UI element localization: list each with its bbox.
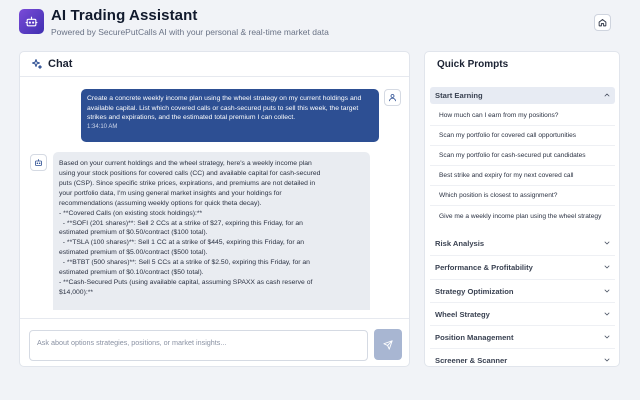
section-label: Position Management xyxy=(435,333,514,343)
quick-prompts-panel xyxy=(424,51,620,367)
assistant-message-line: estimated premium of $0.10/contract ($50 total). xyxy=(59,269,204,277)
assistant-message-line: - **Covered Calls (on existing stock holdings):** xyxy=(59,209,203,217)
quick-prompts-title: Quick Prompts xyxy=(437,59,509,70)
section-collapsed[interactable] xyxy=(430,325,615,348)
user-message-time: 1:34:10 AM xyxy=(87,123,118,130)
section-collapsed[interactable] xyxy=(430,348,615,367)
section-label: Start Earning xyxy=(435,91,483,100)
collapsed-sections xyxy=(430,232,615,367)
chevron-down-icon xyxy=(603,287,611,295)
section-label: Screener & Scanner xyxy=(435,356,508,366)
chevron-down-icon xyxy=(603,239,611,247)
quick-prompt-item[interactable]: Which position is closest to assignment? xyxy=(430,186,615,206)
section-collapsed[interactable] xyxy=(430,255,615,278)
section-collapsed[interactable] xyxy=(430,302,615,325)
assistant-message xyxy=(53,152,370,310)
assistant-message-line: estimated premium of $5.00/contract ($500 total). xyxy=(59,249,208,257)
chevron-down-icon xyxy=(603,263,611,271)
section-label: Wheel Strategy xyxy=(435,309,490,319)
user-icon xyxy=(388,93,397,102)
chevron-up-icon xyxy=(603,91,611,99)
home-button[interactable] xyxy=(594,14,611,31)
section-header[interactable] xyxy=(430,326,615,349)
chevron-down-icon xyxy=(603,333,611,341)
sparkles-icon xyxy=(31,58,43,70)
quick-prompt-item[interactable]: Scan my portfolio for cash-secured put candidates xyxy=(430,146,615,166)
assistant-message-line: - **BTBT (500 shares)**: Sell 5 CCs at a strike of $2.50, expiring this Friday, for an xyxy=(59,259,310,267)
assistant-message-line: using your stock positions for covered calls (CC) and available capital for cash-secured xyxy=(59,169,321,177)
robot-icon xyxy=(34,158,43,167)
quick-prompts-list[interactable] xyxy=(430,87,615,367)
chat-input[interactable] xyxy=(29,330,368,361)
chat-input-area xyxy=(20,318,409,367)
section-label: Performance & Profitability xyxy=(435,263,533,273)
chat-header xyxy=(20,52,409,77)
robot-icon xyxy=(25,15,38,28)
home-icon xyxy=(598,18,607,27)
app-subtitle: Powered by SecurePutCalls AI with your personal & real-time market data xyxy=(51,27,329,37)
assistant-message-line: - **SOFI (201 shares)**: Sell 2 CCs at a strike of $27, expiring this Friday, for an xyxy=(59,219,303,227)
chevron-down-icon xyxy=(603,310,611,318)
section-label: Strategy Optimization xyxy=(435,286,514,296)
section-start-earning[interactable] xyxy=(430,87,615,104)
assistant-message-line: puts (CSP). Since specific strike prices, expirations, and premiums are not detailed in xyxy=(59,179,316,187)
section-collapsed[interactable] xyxy=(430,232,615,255)
app-logo xyxy=(19,9,44,34)
section-header[interactable] xyxy=(430,303,615,326)
section-header[interactable] xyxy=(430,280,615,303)
user-avatar xyxy=(384,89,401,106)
assistant-message-line: - **TSLA (100 shares)**: Sell 1 CC at a strike of $445, expiring this Friday, for an xyxy=(59,239,305,247)
section-header[interactable] xyxy=(430,349,615,367)
section-label: Risk Analysis xyxy=(435,239,485,248)
user-message-text: Create a concrete weekly income plan using the wheel strategy on my current holdings and available capital. List which covered calls or cash-secured puts to sell this week, the target strikes and expirations, and the estimated total premium I can collect. xyxy=(87,95,362,122)
app-title: AI Trading Assistant xyxy=(51,7,198,24)
section-header[interactable] xyxy=(430,232,615,255)
chat-title: Chat xyxy=(48,58,73,70)
start-earning-prompts xyxy=(430,106,615,226)
chevron-down-icon xyxy=(603,356,611,364)
message-list[interactable] xyxy=(20,78,409,310)
assistant-avatar xyxy=(30,154,47,171)
assistant-message-line: $14,000):** xyxy=(59,288,94,296)
quick-prompt-item[interactable]: Give me a weekly income plan using the wheel strategy xyxy=(439,212,602,220)
assistant-message-line: Based on your current holdings and the wheel strategy, here's a weekly income plan xyxy=(59,160,312,167)
assistant-message-line: recommendations (assuming weekly options for quick theta decay). xyxy=(59,199,262,207)
quick-prompt-item[interactable]: How much can I earn from my positions? xyxy=(430,106,615,126)
section-collapsed[interactable] xyxy=(430,279,615,302)
quick-prompt-item[interactable]: Best strike and expiry for my next covered call xyxy=(430,166,615,186)
assistant-message-line: estimated premium of $0.50/contract ($100 total). xyxy=(59,229,208,237)
user-message xyxy=(81,89,379,142)
send-button[interactable] xyxy=(374,329,402,360)
assistant-message-line: your portfolio data, I'm using general market insights and your holdings for xyxy=(59,189,282,197)
assistant-message-line: - **Cash-Secured Puts (using available capital, assuming SPAXX as cash reserve of xyxy=(59,279,313,287)
quick-prompt-item[interactable]: Scan my portfolio for covered call opportunities xyxy=(430,126,615,146)
app-header xyxy=(0,0,640,46)
section-header[interactable] xyxy=(430,256,615,279)
chat-panel xyxy=(19,51,410,367)
send-icon xyxy=(383,340,393,350)
